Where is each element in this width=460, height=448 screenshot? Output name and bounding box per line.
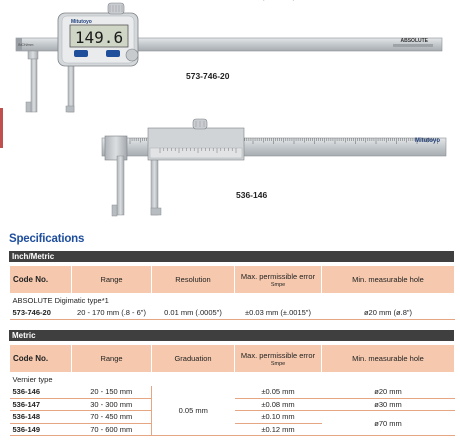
beam-inch-label: INCH/mm: [18, 43, 34, 47]
beam-absolute-label: ABSOLUTE: [400, 38, 428, 44]
range-cell: 70 - 600 mm: [72, 423, 152, 436]
graduation-cell: 0.05 mm: [152, 386, 235, 436]
error-cell: ±0.12 mm: [235, 423, 322, 436]
vernier-caliper: [102, 119, 446, 216]
col-min-hole: Min. measurable hole: [322, 345, 455, 373]
col-max-error: [235, 345, 322, 373]
code-cell: 536-148: [10, 411, 72, 424]
code-cell: 573-746-20: [10, 307, 72, 319]
range-cell: 30 - 300 mm: [72, 398, 152, 411]
hole-cell: ø30 mm: [322, 398, 455, 411]
table-row: [10, 307, 455, 319]
range-cell: 20 - 150 mm: [72, 386, 152, 398]
section-inch-metric: Inch/Metric: [9, 251, 454, 262]
col-max-error-label: Max. permissible error: [240, 271, 316, 281]
error-cell: ±0.10 mm: [235, 411, 322, 424]
col-resolution: Resolution: [152, 266, 235, 294]
code-cell: 536-147: [10, 398, 72, 411]
type-label: Vernier type: [12, 375, 53, 384]
code-cell: 536-146: [10, 386, 72, 398]
error-cell: ±0.03 mm (±.0015"): [235, 307, 322, 319]
error-cell: ±0.05 mm: [235, 386, 322, 398]
digital-brand-logo: Mitutoyo: [71, 19, 92, 25]
hole-cell: ø20 mm: [322, 386, 455, 398]
col-max-error: [235, 266, 322, 294]
col-range: Range: [72, 266, 152, 294]
col-max-error-sub: Smpe: [270, 281, 286, 288]
hole-cell: ø20 mm (ø.8"): [322, 307, 455, 319]
origin-button[interactable]: [74, 50, 88, 57]
col-graduation: Graduation: [152, 345, 235, 373]
model-label-vernier: 536-146: [236, 190, 268, 200]
type-label: ABSOLUTE Digimatic type*1: [12, 296, 109, 305]
vernier-brand-logo: Mitutoyo: [415, 138, 440, 144]
table-row: [10, 386, 455, 398]
section-metric: Metric: [9, 330, 454, 341]
error-cell: ±0.08 mm: [235, 398, 322, 411]
col-code: Code No.: [10, 266, 72, 294]
metric-table: [9, 344, 455, 436]
col-min-hole: Min. measurable hole: [322, 266, 455, 294]
col-code: Code No.: [10, 345, 72, 373]
range-cell: 70 - 450 mm: [72, 411, 152, 424]
model-label-digital: 573-746-20: [186, 71, 230, 81]
resolution-cell: 0.01 mm (.0005"): [152, 307, 235, 319]
col-max-error-label: Max. permissible error: [240, 350, 316, 360]
digital-caliper: [16, 3, 442, 112]
inch-metric-table: [9, 265, 455, 320]
range-cell: 20 - 170 mm (.8 - 6"): [72, 307, 152, 319]
code-cell: 536-149: [10, 423, 72, 436]
col-max-error-sub: Smpe: [270, 360, 286, 367]
hole-cell: ø70 mm: [322, 411, 455, 436]
specifications-title: Specifications: [9, 233, 85, 245]
lcd-readout: 149.6: [74, 28, 124, 47]
zero-button[interactable]: [106, 50, 120, 57]
col-range: Range: [72, 345, 152, 373]
